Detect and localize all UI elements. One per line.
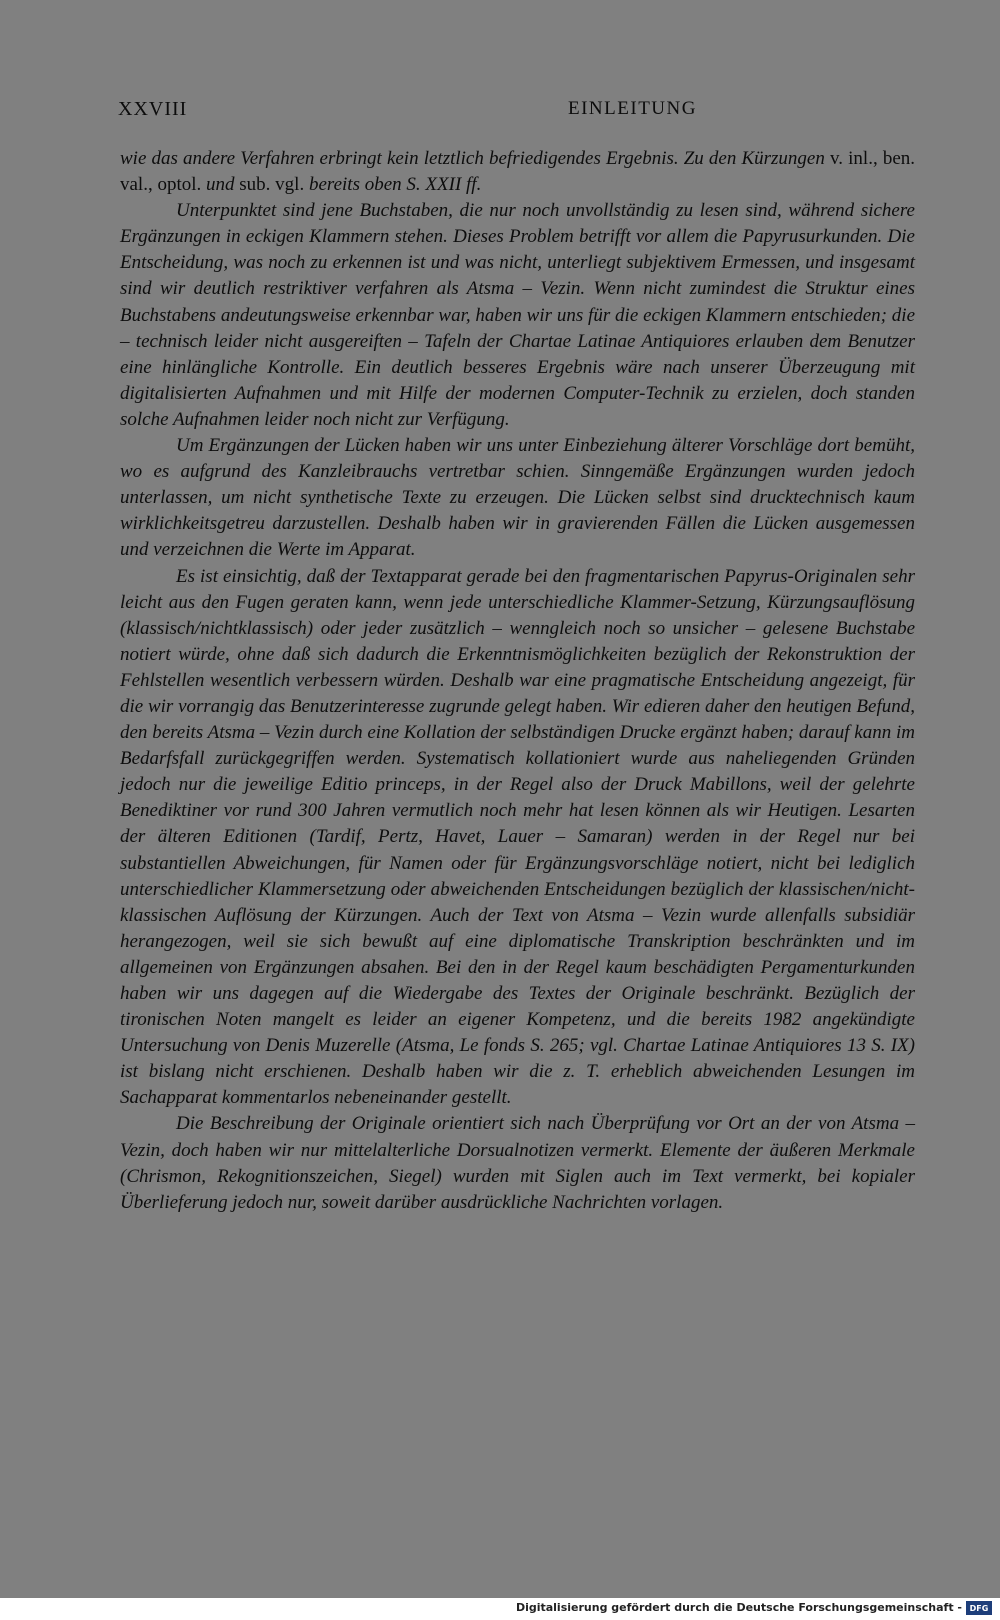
paragraph-3: Um Ergänzungen der Lücken haben wir uns unter Einbeziehung älterer Vorschläge dort bemüht, wo es aufgrund des Kanzleibrauchs vertretbar schien. Sinngemäße Ergänzungen wurden jedoch unterlassen, um nicht synthetische Texte zu erzeugen. Die Lücken selbst sind drucktechnisch kaum wirklichkeitsgetreu darzustellen. Deshalb haben wir in gravierenden Fällen die Lücken ausgemessen und verzeichnen die Werte im Apparat.: [120, 435, 915, 561]
section-title: EINLEITUNG: [568, 98, 697, 119]
page-number: XXVIII: [118, 98, 188, 120]
paragraph-1-part-c: und: [206, 174, 235, 196]
funding-credit: Digitalisierung gefördert durch die Deutsche Forschungsgemeinschaft -: [515, 1601, 962, 1614]
paragraph-1: [120, 146, 915, 198]
paragraph-2: Unterpunktet sind jene Buchstaben, die nur noch unvollständig zu lesen sind, während sichere Ergänzungen in eckigen Klammern stehen. Dieses Problem betrifft vor allem die Papyrusurkunden. Die Entscheidung, was noch zu erkennen ist und was nicht, unterliegt subjektivem Ermessen, und insgesamt sind wir deutlich restriktiver verfahren als Atsma – Vezin. Wenn nicht zumindest die Struktur eines Buchstabens andeutungsweise erkennbar war, haben wir uns für die eckigen Klammern entschieden; die – technisch leider nicht ausgereiften – Tafeln der Chartae Latinae Antiquiores erlauben dem Benutzer eine hinlängliche Kontrolle. Ein deutlich besseres Ergebnis wäre nach unserer Überzeugung mit digitalisierten Aufnahmen und mit Hilfe der modernen Computer-Technik zu erzielen, doch standen solche Aufnahmen leider noch nicht zur Verfügung.: [120, 200, 915, 430]
paragraph-1-abbreviation-sub: sub. vgl.: [239, 174, 305, 196]
paragraph-4: Es ist einsichtig, daß der Textapparat gerade bei den fragmentarischen Papyrus-Originalen sehr leicht aus den Fugen geraten kann, wenn jede unterschiedliche Klammer-Setzung, Kürzungsauflösung (klassisch/nichtklassisch) oder jeder zusätzlich – wenngleich noch so unsicher – gelesene Buchstabe notiert würde, ohne daß sich dadurch die Erkenntnismöglichkeiten bezüglich der Rekonstruktion der Fehlstellen wesentlich verbessern würden. Deshalb war eine pragmatische Entscheidung angezeigt, für die wir vorrangig das Benutzerinteresse zugrunde gelegt haben. Wir edieren daher den heutigen Befund, den bereits Atsma – Vezin durch eine Kollation der selbständigen Drucke ergänzt haben; darauf kann im Bedarfsfall zurückgegriffen werden. Systematisch kollationiert wurde aus naheliegenden Gründen jedoch nur die jeweilige Editio princeps, in der Regel also der Druck Mabillons, weil der gelehrte Benediktiner vor rund 300 Jahren vermutlich noch mehr hat lesen können als wir Heutigen. Lesarten der älteren Editionen (Tardif, Pertz, Havet, Lauer – Samaran) werden in der Regel nur bei substantiellen Abweichungen, für Namen oder für Ergänzungsvorschläge notiert, nicht bei lediglich unterschiedlicher Klammersetzung oder abweichenden Entscheidungen bezüglich der klassischen/nicht-klassischen Auflösung der Kürzungen. Auch der Text von Atsma – Vezin wurde allenfalls subsidiär herangezogen, weil sie sich bewußt auf eine diplomatische Transkription beschränkten und im allgemeinen von Ergänzungen absahen. Bei den in der Regel kaum beschädigten Pergamenturkunden haben wir uns dagegen auf die Wiedergabe des Textes der Originale beschränkt. Bezüglich der tironischen Noten mangelt es leider an eigener Kompetenz, und die bereits 1982 angekündigte Untersuchung von Denis Muzerelle (Atsma, Le fonds S. 265; vgl. Chartae Latinae Antiquiores 13 S. IX) ist bislang nicht erschienen. Deshalb haben wir die z. T. erheblich abweichenden Lesungen im Sachapparat kommentarlos nebeneinander gestellt.: [120, 565, 915, 1109]
running-head: [118, 98, 918, 128]
footer-bar: [0, 1598, 1000, 1620]
paragraph-1-part-e: bereits oben S. XXII ff.: [308, 174, 482, 196]
body-text: [120, 146, 915, 1216]
paragraph-5: Die Beschreibung der Originale orientiert sich nach Überprüfung vor Ort an der von Atsma – Vezin, doch haben wir nur mittelalterliche Dorsualnotizen vermerkt. Elemente der äußeren Merkmale (Chrismon, Rekognitionszeichen, Siegel) wurden mit Siglen auch im Text vermerkt, bei kopialer Überlieferung jedoch nur, soweit darüber ausdrückliche Nachrichten vorlagen.: [120, 1113, 915, 1213]
paragraph-1-part-a: wie das andere Verfahren erbringt kein letztlich befriedigendes Ergebnis. Zu den Kürzungen: [120, 148, 825, 169]
dfg-logo-icon: DFG: [966, 1601, 992, 1615]
paragraph-1-abbreviations: v. inl., ben. val., optol.: [120, 148, 915, 196]
